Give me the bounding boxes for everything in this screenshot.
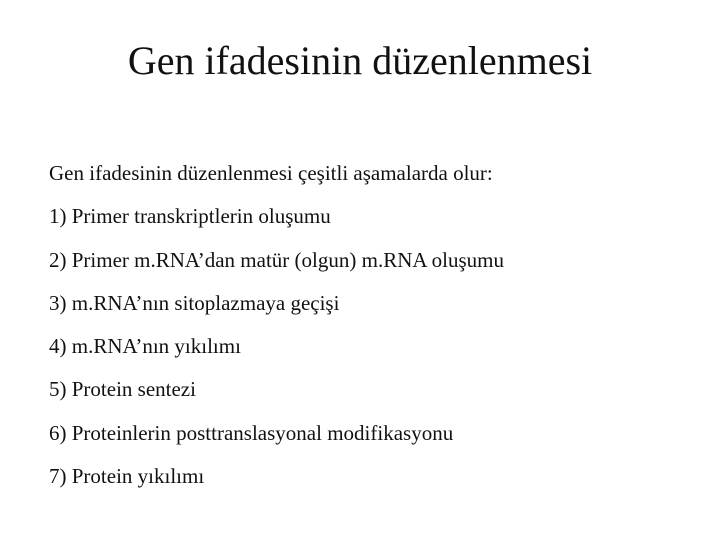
intro-text: Gen ifadesinin düzenlenmesi çeşitli aşamalarda olur:	[49, 161, 493, 185]
slide-content	[49, 156, 699, 502]
list-item-5: 5) Protein sentezi	[49, 377, 196, 402]
list-item-6: 6) Proteinlerin posttranslasyonal modifikasyonu	[49, 420, 454, 445]
slide-title: Gen ifadesinin düzenlenmesi	[127, 38, 593, 83]
list-item-1: 1) Primer transkriptlerin oluşumu	[49, 204, 331, 229]
list-item-3: 3) m.RNA’nın sitoplazmaya geçişi	[49, 290, 340, 315]
list-item-7: 7) Protein yıkılımı	[49, 464, 205, 489]
list-item-2: 2) Primer m.RNA’dan matür (olgun) m.RNA oluşumu	[49, 247, 504, 272]
list-item-4: 4) m.RNA’nın yıkılımı	[49, 334, 241, 359]
